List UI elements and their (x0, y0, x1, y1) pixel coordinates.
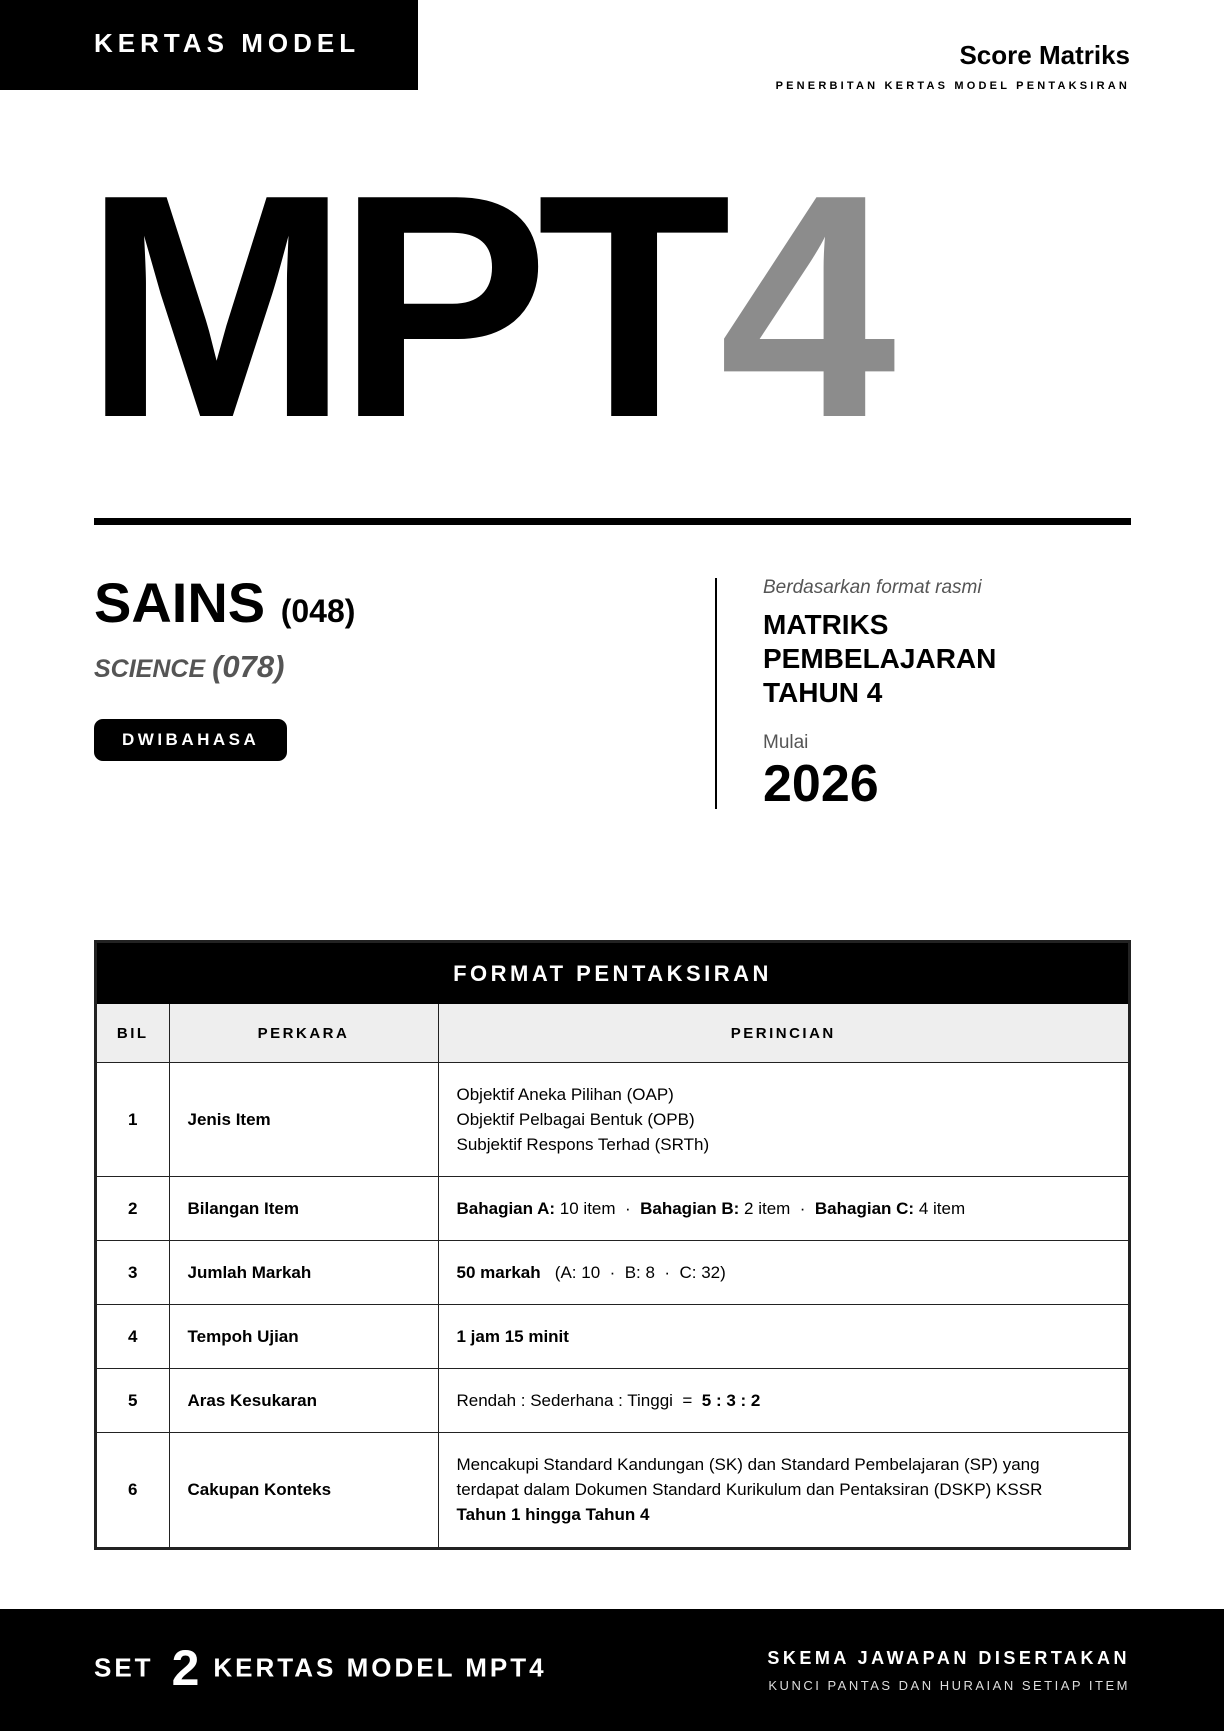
brand-block (776, 40, 1130, 92)
info-title-line: PEMBELAJARAN (763, 643, 997, 674)
header-tag-bar (0, 0, 418, 90)
detail-bold: 50 markah (456, 1263, 541, 1282)
row-detail (438, 1305, 1128, 1369)
part-label: Bahagian B: (640, 1199, 740, 1218)
divider-rule (94, 518, 1131, 525)
row-item: Aras Kesukaran (169, 1369, 438, 1433)
detail-bold: 5 : 3 : 2 (701, 1391, 761, 1410)
row-number: 4 (97, 1305, 169, 1369)
row-detail (438, 1241, 1128, 1305)
column-header-perkara: PERKARA (169, 1004, 438, 1063)
part-value: 4 item (918, 1199, 966, 1218)
hero-main: MPT (84, 129, 720, 484)
footer-set-label: SET (94, 1652, 154, 1683)
row-number: 2 (97, 1177, 169, 1241)
info-title-line: TAHUN 4 (763, 677, 883, 708)
info-year: 2026 (763, 755, 879, 813)
row-detail (438, 1063, 1128, 1177)
detail-bold: Tahun 1 hingga Tahun 4 (456, 1505, 650, 1525)
row-item: Tempoh Ujian (169, 1305, 438, 1369)
footer-title: KERTAS MODEL MPT4 (213, 1652, 547, 1683)
row-detail (438, 1177, 1128, 1241)
separator: · (624, 1199, 631, 1218)
detail-line: Subjektif Respons Terhad (SRTh) (456, 1135, 710, 1154)
subject-block (94, 571, 356, 761)
detail-text: Rendah : Sederhana : Tinggi = (456, 1391, 693, 1410)
part-value: 10 item (559, 1199, 616, 1218)
row-number: 1 (97, 1063, 169, 1177)
brand-subtitle: PENERBITAN KERTAS MODEL PENTAKSIRAN (775, 80, 1130, 92)
info-start-label: Mulai (763, 732, 809, 753)
language-badge: DWIBAHASA (94, 719, 287, 761)
header-tag: KERTAS MODEL (94, 28, 361, 58)
info-block (763, 577, 997, 813)
table-row (97, 1177, 1128, 1241)
row-item: Jenis Item (169, 1063, 438, 1177)
part-value: 2 item (744, 1199, 791, 1218)
table-row (97, 1063, 1128, 1177)
detail-line: terdapat dalam Dokumen Standard Kurikulum dan Pentaksiran (DSKP) KSSR (456, 1480, 1043, 1500)
subject-alt-title (94, 649, 355, 685)
row-item: Cakupan Konteks (169, 1433, 438, 1547)
subject-name: SAINS (94, 571, 266, 634)
table-header-row (97, 1004, 1128, 1063)
table-row (97, 1305, 1128, 1369)
row-item: Jumlah Markah (169, 1241, 438, 1305)
row-number: 3 (97, 1241, 169, 1305)
row-number: 5 (97, 1369, 169, 1433)
detail-line: Objektif Aneka Pilihan (OAP) (456, 1085, 674, 1104)
footer-note-title: SKEMA JAWAPAN DISERTAKAN (767, 1648, 1130, 1668)
brand-name: Score Matriks (959, 40, 1130, 70)
table-row (97, 1433, 1128, 1547)
detail-line: Mencakupi Standard Kandungan (SK) dan Standard Pembelajaran (SP) yang (456, 1455, 1040, 1475)
hero-accent: 4 (719, 129, 885, 484)
footer-note-subtitle: KUNCI PANTAS DAN HURAIAN SETIAP ITEM (768, 1678, 1130, 1693)
detail-bold: 1 jam 15 minit (456, 1327, 569, 1346)
row-detail (438, 1369, 1128, 1433)
subject-title (94, 571, 356, 634)
detail-line: Objektif Pelbagai Bentuk (OPB) (456, 1110, 695, 1129)
detail-text: (A: 10 · B: 8 · C: 32) (554, 1263, 726, 1282)
column-header-perincian: PERINCIAN (438, 1004, 1128, 1063)
footer-set-title (94, 1639, 547, 1697)
info-title-line: MATRIKS (763, 609, 889, 640)
table-row (97, 1241, 1128, 1305)
column-header-bil: BIL (97, 1004, 169, 1063)
table-row (97, 1369, 1128, 1433)
hero-title (84, 129, 885, 484)
format-table (94, 940, 1131, 1550)
subject-alt-name: SCIENCE (94, 655, 206, 683)
part-label: Bahagian A: (456, 1199, 556, 1218)
part-label: Bahagian C: (814, 1199, 915, 1218)
row-number: 6 (97, 1433, 169, 1547)
footer-set-number: 2 (171, 1640, 200, 1696)
vertical-divider (715, 578, 717, 809)
row-detail (438, 1433, 1128, 1547)
info-intro: Berdasarkan format rasmi (763, 577, 982, 598)
footer (0, 1609, 1224, 1731)
format-table-title: FORMAT PENTAKSIRAN (97, 943, 1128, 1004)
info-title (763, 608, 996, 710)
separator: · (799, 1199, 806, 1218)
subject-code: (048) (280, 593, 356, 629)
footer-note (767, 1648, 1130, 1693)
subject-alt-code: (078) (212, 649, 285, 684)
row-item: Bilangan Item (169, 1177, 438, 1241)
